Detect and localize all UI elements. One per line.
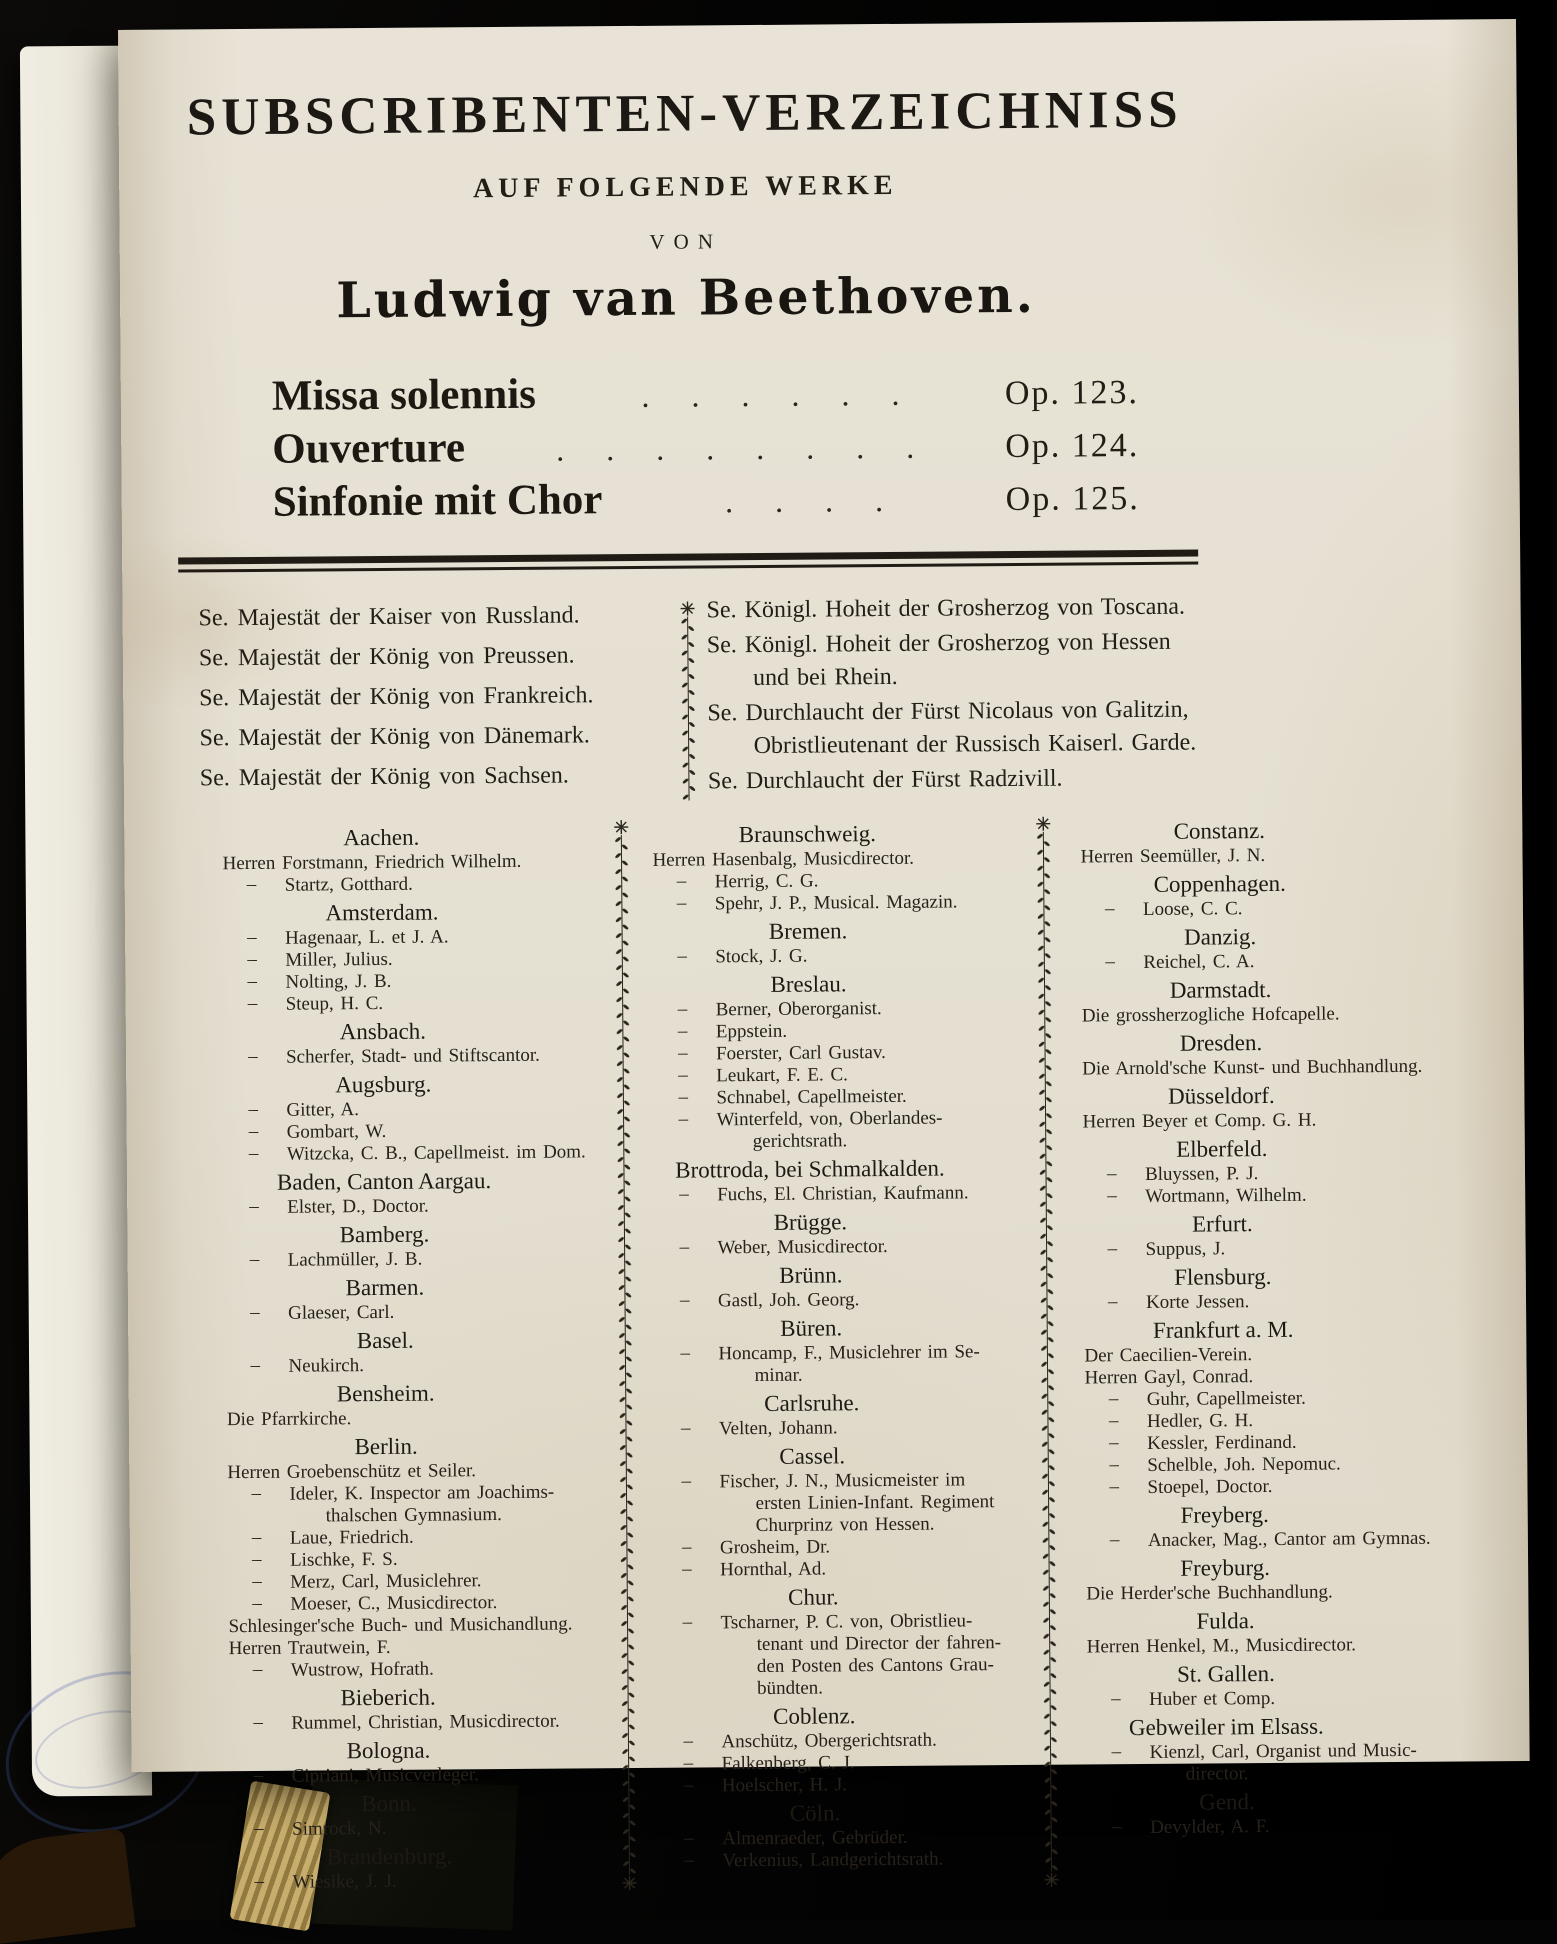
royals-left-column [178, 595, 680, 805]
star-ornament-icon [1035, 816, 1051, 832]
subscriber-line [657, 1729, 1041, 1754]
subscriber-line [224, 1300, 616, 1325]
subscriber-line [1081, 1184, 1433, 1209]
dash-mark: – [251, 1548, 262, 1570]
dot-leader: . . . . . . . . [555, 428, 915, 468]
dash-mark: – [683, 1774, 694, 1796]
subscriber-line [224, 1247, 616, 1272]
work-title: Ouverture [272, 424, 466, 473]
dash-mark: – [1109, 1432, 1119, 1454]
subscriber-name: Glaeser, Carl. [288, 1301, 395, 1324]
subscriber-line [223, 1119, 615, 1144]
subscriber-name: Kienzl, Carl, Organist und Music- [1149, 1739, 1417, 1763]
dash-mark: – [250, 1354, 261, 1377]
subscriber-name: Anacker, Mag., Cantor am Gymnas. [1147, 1527, 1431, 1551]
subscriber-name: Rummel, Christian, Musicdirector. [291, 1710, 560, 1734]
subscriber-line [1081, 1162, 1433, 1187]
dash-mark: – [677, 998, 688, 1020]
royal-subscriber: Se. Majestät der Kaiser von Russland. [198, 602, 580, 632]
subscriber-name: Falkenberg, C. J. [721, 1752, 855, 1775]
city-heading: Breslau. [770, 971, 847, 997]
royal-subscriber-line: Se. Königl. Hoheit der Grosherzog von Toscana. [706, 593, 1186, 624]
title-block [174, 80, 1200, 805]
subscriber-name: Hoelscher, H. J. [721, 1774, 848, 1797]
subscriber-line [652, 1041, 1036, 1066]
subscriber-line [223, 1141, 615, 1166]
city-heading: Barmen. [345, 1274, 425, 1301]
star-ornament-icon [679, 600, 695, 616]
subscriber-name: Winterfeld, von, Oberlandes- [716, 1107, 943, 1131]
subscriber-line [656, 1557, 1040, 1582]
city-heading: Danzig. [1183, 924, 1257, 950]
dash-mark: – [1109, 1476, 1120, 1498]
royal-subscriber [706, 591, 1198, 628]
subscriber-line [654, 1235, 1038, 1260]
dash-mark: – [247, 948, 257, 971]
subscriber-line [226, 1591, 618, 1616]
subscriber-line: Herren Beyer et Comp. G. H. [1082, 1109, 1317, 1133]
subscriber-line: Der Caecilien-Verein. [1084, 1344, 1253, 1367]
royal-subscriber-line: Se. Königl. Hoheit der Grosherzog von Hessen [706, 628, 1171, 659]
dash-mark: – [1112, 1816, 1122, 1838]
subscriber-column-2 [630, 816, 1042, 1891]
subscriber-name: Merz, Carl, Musiclehrer. [290, 1570, 482, 1593]
subscriber-name: Cipriani, Musicverleger. [291, 1764, 480, 1787]
city-heading: Freyberg. [1180, 1502, 1269, 1528]
dash-mark: – [248, 1120, 259, 1143]
subscriber-line: Die Herder'sche Buchhandlung. [1086, 1581, 1333, 1605]
dash-mark: – [248, 1098, 259, 1121]
subscriber-name: Moeser, C., Musicdirector. [290, 1592, 498, 1615]
city-heading: Brandenburg. [326, 1843, 453, 1870]
subscriber-name: Hagenaar, L. et J. A. [285, 926, 449, 949]
subscriber-line: Herren Seemüller, J. N. [1080, 845, 1266, 868]
dash-mark: – [1109, 1454, 1119, 1476]
dash-mark: – [1107, 1291, 1118, 1313]
subscriber-name: Verkenius, Landgerichtsrath. [722, 1848, 944, 1872]
von-label: VON [649, 229, 723, 254]
dash-mark: – [678, 1064, 688, 1086]
subscriber-line [227, 1710, 619, 1735]
dash-mark: – [680, 1417, 691, 1439]
subscriber-name: Herrig, C. G. [714, 870, 819, 893]
subscriber-name: Bluyssen, P. J. [1144, 1163, 1259, 1185]
city-heading: Düsseldorf. [1167, 1082, 1275, 1109]
subscriber-name: Gastl, Joh. Georg. [717, 1289, 860, 1312]
dash-mark: – [681, 1470, 691, 1492]
subscriber-line: director. [1185, 1763, 1249, 1785]
subscriber-name: Schelble, Joh. Nepomuc. [1147, 1453, 1341, 1476]
subscriber-name: Hornthal, Ad. [720, 1558, 827, 1581]
dash-mark: – [1105, 951, 1115, 973]
work-title: Sinfonie mit Chor [272, 476, 603, 526]
dash-mark: – [677, 1020, 688, 1042]
subscriber-line: Die Arnold'sche Kunst- und Buchhandlung. [1082, 1055, 1423, 1080]
city-heading: Bieberich. [340, 1684, 436, 1711]
subscriber-name: Scherfer, Stadt- und Stiftscantor. [285, 1044, 540, 1068]
royal-subscriber [707, 626, 1200, 696]
subscriber-name: Fuchs, El. Christian, Kaufmann. [717, 1182, 969, 1206]
dash-mark: – [251, 1526, 262, 1548]
subscriber-name: Nolting, J. B. [285, 970, 392, 993]
city-heading: Darmstadt. [1169, 976, 1272, 1003]
subscriber-line: minar. [754, 1364, 803, 1387]
city-heading: Fulda. [1196, 1608, 1255, 1634]
city-heading: Gend. [1199, 1789, 1255, 1815]
city-heading: Basel. [356, 1327, 414, 1354]
work-row [273, 471, 1198, 531]
subscriber-line [652, 997, 1036, 1022]
royal-subscriber: Se. Majestät der König von Sachsen. [199, 762, 569, 792]
subscriber-name: Tscharner, P. C. von, Obristlieu- [720, 1610, 973, 1634]
dash-mark: – [249, 1301, 260, 1324]
author-name: Ludwig van Beethoven. [336, 265, 1037, 330]
subscriber-line [658, 1826, 1042, 1851]
subscriber-line [653, 1182, 1037, 1207]
subscriber-name: Berner, Oberorganist. [715, 998, 882, 1021]
subscriber-line: tenant und Director der fahren- [756, 1632, 1002, 1656]
subscriber-line [228, 1763, 620, 1788]
subscriber-name: Devylder, A. F. [1150, 1816, 1270, 1838]
dash-mark: – [1111, 1741, 1122, 1763]
dash-mark: – [1106, 1163, 1117, 1185]
subscriber-name: Gitter, A. [286, 1099, 360, 1121]
subscriber-line [1083, 1475, 1435, 1500]
dash-mark: – [681, 1536, 692, 1558]
dash-mark: – [251, 1482, 262, 1504]
city-heading: Gebweiler im Elsass. [1128, 1713, 1324, 1741]
subscriber-line: Die grossherzogliche Hofcapelle. [1081, 1003, 1340, 1027]
subscriber-name: Stock, J. G. [715, 945, 808, 968]
royal-subscriber: Se. Majestät der König von Preussen. [198, 642, 575, 672]
star-ornament-icon [1043, 1872, 1059, 1888]
subscriber-line [1085, 1687, 1437, 1712]
subscriber-line [226, 1547, 618, 1572]
page [118, 19, 1530, 1893]
subscriber-line [223, 1194, 615, 1219]
dash-mark: – [252, 1658, 263, 1680]
subscriber-name: Kessler, Ferdinand. [1147, 1431, 1297, 1454]
subscriber-line: gerichtsrath. [752, 1130, 848, 1153]
subscriber-name: Velten, Johann. [718, 1417, 838, 1440]
subscriber-line [651, 944, 1035, 969]
city-heading: Coblenz. [772, 1703, 856, 1729]
city-heading: Bremen. [768, 918, 848, 944]
dash-mark: – [252, 1592, 262, 1614]
city-heading: St. Gallen. [1176, 1660, 1275, 1687]
subscriber-name: Startz, Gotthard. [284, 873, 413, 896]
subscriber-line [658, 1848, 1042, 1873]
leaf-chain-icon [681, 616, 696, 800]
opus-number: Op. 123. [1004, 373, 1140, 413]
subscriber-line [227, 1657, 619, 1682]
dash-mark: – [247, 1045, 258, 1068]
dash-mark: – [1109, 1529, 1120, 1551]
dash-mark: – [684, 1849, 694, 1871]
works-list [272, 365, 1198, 531]
city-heading: Elberfeld. [1176, 1136, 1268, 1162]
subscriber-name: Foerster, Carl Gustav. [715, 1042, 886, 1065]
subscriber-name: Leukart, F. E. C. [716, 1064, 848, 1087]
subscriber-line [1082, 1237, 1434, 1262]
dot-leader: . . . . [724, 482, 884, 520]
subscriber-line [1084, 1528, 1436, 1553]
subscriber-name: Elster, D., Doctor. [287, 1195, 429, 1218]
city-heading: Chur. [787, 1584, 839, 1610]
subscriber-line [1083, 1453, 1435, 1478]
dash-mark: – [253, 1764, 264, 1786]
dash-mark: – [249, 1248, 260, 1271]
dash-mark: – [1111, 1688, 1121, 1710]
dash-mark: – [254, 1817, 264, 1839]
dash-mark: – [676, 870, 687, 892]
city-heading: Augsburg. [335, 1071, 432, 1098]
dash-mark: – [254, 1870, 265, 1892]
subscriber-name: Almenraeder, Gebrüder. [722, 1826, 908, 1850]
subscriber-name: Lachmüller, J. B. [287, 1248, 423, 1271]
city-heading: Bonn. [361, 1790, 417, 1817]
dash-mark: – [679, 1289, 690, 1311]
subscriber-name: Honcamp, F., Musiclehrer im Se- [718, 1341, 980, 1365]
city-heading: Coppenhagen. [1153, 870, 1286, 897]
city-heading: Bensheim. [336, 1380, 435, 1407]
city-heading: Büren. [780, 1315, 843, 1341]
page-title: SUBSCRIBENTEN-VERZEICHNISS [186, 80, 1183, 147]
subscriber-line: Herren Henkel, M., Musicdirector. [1086, 1634, 1357, 1658]
dash-mark: – [248, 1142, 259, 1165]
dash-mark: – [679, 1183, 689, 1205]
city-heading: Carlsruhe. [764, 1390, 860, 1416]
royal-subscriber: Se. Majestät der König von Frankreich. [199, 682, 594, 712]
city-heading: Berlin. [354, 1433, 418, 1460]
royal-subscriber [708, 762, 1200, 799]
dash-mark: – [246, 873, 257, 896]
subscriber-name: Gombart, W. [286, 1120, 387, 1143]
opus-number: Op. 125. [1005, 479, 1140, 519]
subscriber-name: Anschütz, Obergerichtsrath. [721, 1729, 937, 1753]
subscriber-line [1079, 950, 1431, 975]
dash-mark: – [683, 1752, 694, 1774]
subscriber-name: Ideler, K. Inspector am Joachims- [289, 1481, 555, 1505]
subscriber-line: ersten Linien-Infant. Regiment [755, 1491, 995, 1515]
city-heading: Cassel. [779, 1443, 846, 1469]
subscriber-name: Grosheim, Dr. [719, 1536, 831, 1559]
subscriber-name: Spehr, J. P., Musical. Magazin. [714, 891, 958, 915]
subscriber-name: Huber et Comp. [1149, 1687, 1276, 1710]
subscriber-line [221, 947, 613, 972]
dash-mark: – [1107, 1185, 1117, 1207]
royal-subscriber-line: und bei Rhein. [753, 663, 898, 692]
work-row [272, 418, 1197, 478]
subscriber-line: thalschen Gymnasium. [325, 1504, 502, 1527]
city-heading: Flensburg. [1174, 1263, 1272, 1290]
dash-mark: – [679, 1236, 690, 1258]
subscriber-line [656, 1535, 1040, 1560]
star-ornament-icon [613, 819, 629, 835]
subscriber-line [654, 1341, 1038, 1366]
subscriber-line [652, 1107, 1036, 1132]
subscriber-line: Schlesinger'sche Buch- und Musichandlung. [228, 1613, 573, 1638]
subscriber-line: bündten. [756, 1677, 824, 1700]
subscriber-name: Hedler, G. H. [1146, 1410, 1254, 1432]
subscriber-line [226, 1525, 618, 1550]
subscriber-line [652, 1063, 1036, 1088]
city-heading: Bologna. [346, 1737, 431, 1764]
royal-subscriber-line: Obristlieutenant der Russisch Kaiserl. Garde. [753, 729, 1197, 760]
subscriber-line: Herren Gayl, Conrad. [1084, 1366, 1254, 1389]
subscriber-line: Herren Forstmann, Friedrich Wilhelm. [222, 850, 522, 875]
city-heading: Baden, Canton Aargau. [276, 1168, 492, 1195]
subscriber-line: Die Pfarrkirche. [226, 1408, 352, 1431]
subscriber-line: Herren Trautwein, F. [228, 1636, 391, 1660]
dash-mark: – [1108, 1410, 1119, 1432]
book-spine [0, 1828, 136, 1944]
city-heading: Aachen. [343, 824, 420, 851]
subscriber-line [651, 869, 1035, 894]
dash-mark: – [252, 1570, 262, 1592]
subscriber-line [1085, 1740, 1437, 1765]
dot-leader: . . . . . . [641, 375, 900, 414]
royal-subscribers [178, 591, 1200, 805]
subscriber-line [221, 925, 613, 950]
dash-mark: – [677, 1042, 688, 1064]
subscriber-name: Wortmann, Wilhelm. [1145, 1184, 1307, 1207]
page-content [174, 20, 1439, 1895]
dash-mark: – [682, 1611, 693, 1633]
subscriber-line [222, 1044, 614, 1069]
subscriber-line [651, 891, 1035, 916]
subscriber-name: Wustrow, Hofrath. [290, 1658, 434, 1681]
work-row [272, 365, 1197, 425]
subscriber-line [225, 1481, 617, 1506]
subscriber-line [655, 1416, 1039, 1441]
subscriber-line [655, 1469, 1039, 1494]
royal-subscriber-line: Se. Durchlaucht der Fürst Nicolaus von Galitzin, [707, 696, 1189, 727]
royal-subscriber: Se. Majestät der König von Dänemark. [199, 722, 590, 752]
dash-mark: – [247, 926, 257, 949]
dash-mark: – [682, 1558, 692, 1580]
subscriber-line [654, 1288, 1038, 1313]
dash-mark: – [676, 892, 687, 914]
subscriber-line: Herren Groebenschütz et Seiler. [227, 1460, 477, 1484]
subscriber-line [222, 1097, 614, 1122]
city-heading: Braunschweig. [738, 821, 877, 848]
subscriber-line [228, 1816, 620, 1841]
subscriber-line: Churprinz von Hessen. [755, 1513, 935, 1537]
dash-mark: – [247, 992, 258, 1015]
divider-rule [178, 550, 1198, 573]
dash-mark: – [684, 1827, 694, 1849]
subscriber-line [224, 1353, 616, 1378]
dash-mark: – [1108, 1388, 1119, 1410]
city-heading: Freyburg. [1180, 1555, 1271, 1581]
dash-mark: – [249, 1195, 259, 1218]
subscriber-line [1083, 1387, 1435, 1412]
star-ornament-icon [622, 1875, 638, 1891]
subscriber-name: Fischer, J. N., Musicmeister im [719, 1469, 966, 1493]
subscriber-name: Suppus, J. [1145, 1238, 1226, 1260]
subscriber-name: Eppstein. [715, 1020, 788, 1043]
city-heading: Frankfurt a. M. [1152, 1316, 1294, 1343]
subscriber-line [658, 1773, 1042, 1798]
subscriber-name: Stoepel, Doctor. [1147, 1475, 1273, 1498]
dash-mark: – [677, 945, 687, 967]
subscriber-name: Laue, Friedrich. [289, 1526, 414, 1549]
subscriber-line: den Posten des Cantons Grau- [756, 1654, 994, 1678]
city-heading: Brünn. [779, 1262, 843, 1288]
subscriber-line [1086, 1815, 1438, 1840]
subscriber-name: Witzcka, C. B., Capellmeist. im Dom. [286, 1141, 586, 1165]
royal-subscriber [707, 694, 1200, 764]
city-heading: Brottroda, bei Schmalkalden. [675, 1155, 945, 1183]
city-heading: Cöln. [789, 1800, 841, 1826]
royals-right-column [696, 591, 1200, 801]
subscriber-line [226, 1569, 618, 1594]
city-heading: Dresden. [1179, 1030, 1263, 1056]
subscriber-line [656, 1610, 1040, 1635]
subscriber-name: Neukirch. [288, 1355, 365, 1377]
dash-mark: – [678, 1108, 689, 1130]
city-heading: Erfurt. [1191, 1211, 1253, 1237]
opus-number: Op. 124. [1005, 426, 1140, 466]
subscriber-column-1 [220, 819, 620, 1894]
subscriber-columns [180, 813, 1438, 1895]
subscriber-name: Simrock, N. [292, 1817, 387, 1840]
subscriber-name: Schnabel, Capellmeister. [716, 1085, 907, 1109]
work-title: Missa solennis [271, 370, 537, 420]
subscriber-name: Steup, H. C. [285, 992, 384, 1015]
subscriber-name: Loose, C. C. [1142, 898, 1243, 920]
subscriber-line [658, 1751, 1042, 1776]
subscriber-name: Lischke, F. S. [289, 1548, 398, 1571]
subscriber-name: Guhr, Capellmeister. [1146, 1387, 1306, 1410]
subscriber-line [652, 1019, 1036, 1044]
dash-mark: – [683, 1730, 694, 1752]
subscriber-line [228, 1869, 620, 1894]
subscriber-line [1079, 897, 1431, 922]
dash-mark: – [680, 1342, 690, 1364]
city-heading: Ansbach. [339, 1018, 427, 1045]
subscriber-line [1083, 1409, 1435, 1434]
royal-subscriber-line: Se. Durchlaucht der Fürst Radzivill. [707, 765, 1063, 795]
city-heading: Constanz. [1173, 818, 1266, 844]
dash-mark: – [1104, 898, 1115, 920]
subscriber-name: Korte Jessen. [1145, 1291, 1250, 1313]
subscriber-name: Weber, Musicdirector. [717, 1235, 888, 1259]
ornament-divider-royals [678, 594, 698, 800]
subscriber-line [221, 969, 613, 994]
subscriber-column-3 [1052, 813, 1438, 1888]
subscriber-line: Herren Hasenbalg, Musicdirector. [652, 847, 915, 871]
city-heading: Bamberg. [339, 1221, 430, 1248]
page-subtitle: AUF FOLGENDE WERKE [472, 169, 898, 205]
subscriber-name: Miller, Julius. [285, 948, 393, 971]
dash-mark: – [678, 1086, 688, 1108]
dash-mark: – [1107, 1238, 1118, 1260]
subscriber-line [1083, 1431, 1435, 1456]
dash-mark: – [247, 970, 258, 993]
subscriber-name: Wiesike, J. J. [292, 1870, 397, 1893]
dash-mark: – [253, 1711, 263, 1733]
city-heading: Amsterdam. [325, 899, 439, 926]
city-heading: Brügge. [773, 1209, 848, 1235]
subscriber-name: Reichel, C. A. [1143, 951, 1255, 973]
subscriber-line [1082, 1290, 1434, 1315]
subscriber-line [222, 991, 614, 1016]
subscriber-line [652, 1085, 1036, 1110]
subscriber-line [221, 872, 613, 897]
